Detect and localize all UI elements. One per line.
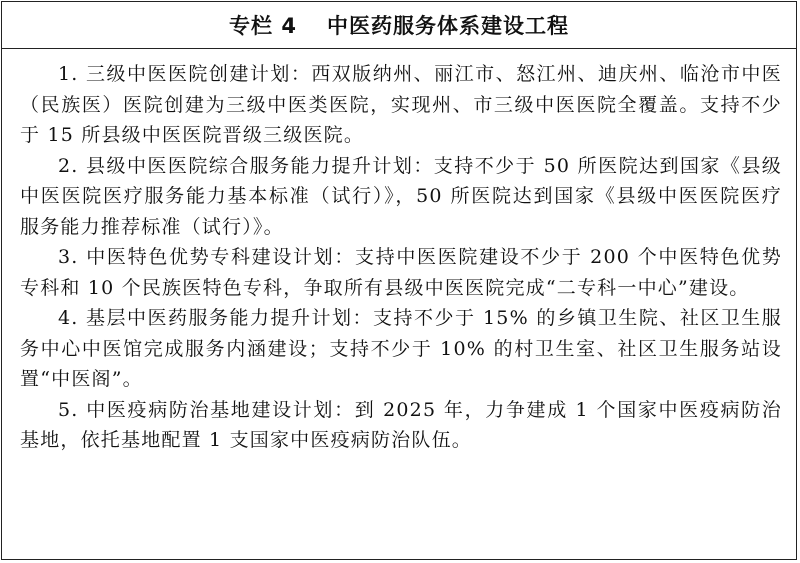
column-header	[2, 2, 796, 49]
column-box	[1, 1, 797, 560]
plan-item-5: 5. 中医疫病防治基地建设计划：到 2025 年，力争建成 1 个国家中医疫病防治基地，依托基地配置 1 支国家中医疫病防治队伍。	[20, 398, 782, 451]
column-body	[2, 49, 796, 456]
column-label: 专栏 4	[229, 14, 297, 38]
plan-item-2: 2. 县级中医医院综合服务能力提升计划：支持不少于 50 所医院达到国家《县级中医医院医疗服务能力基本标准（试行）》，50 所医院达到国家《县级中医医院医疗服务能力推荐标准（试行）》。	[20, 154, 782, 238]
plan-item-3: 3. 中医特色优势专科建设计划：支持中医医院建设不少于 200 个中医特色优势专科和 10 个民族医特色专科，争取所有县级中医医院完成“二专科一中心”建设。	[20, 246, 782, 299]
plan-item-4: 4. 基层中医药服务能力提升计划：支持不少于 15% 的乡镇卫生院、社区卫生服务中心中医馆完成服务内涵建设；支持不少于 10% 的村卫生室、社区卫生服务站设置“中医阁”。	[20, 307, 782, 390]
column-title: 中医药服务体系建设工程	[326, 14, 569, 38]
plan-item-1: 1. 三级中医医院创建计划：西双版纳州、丽江市、怒江州、迪庆州、临沧市中医（民族医）医院创建为三级中医类医院，实现州、市三级中医医院全覆盖。支持不少于 15 所县级中医医院晋级三级医院。	[20, 63, 782, 146]
column-heading	[229, 10, 569, 40]
